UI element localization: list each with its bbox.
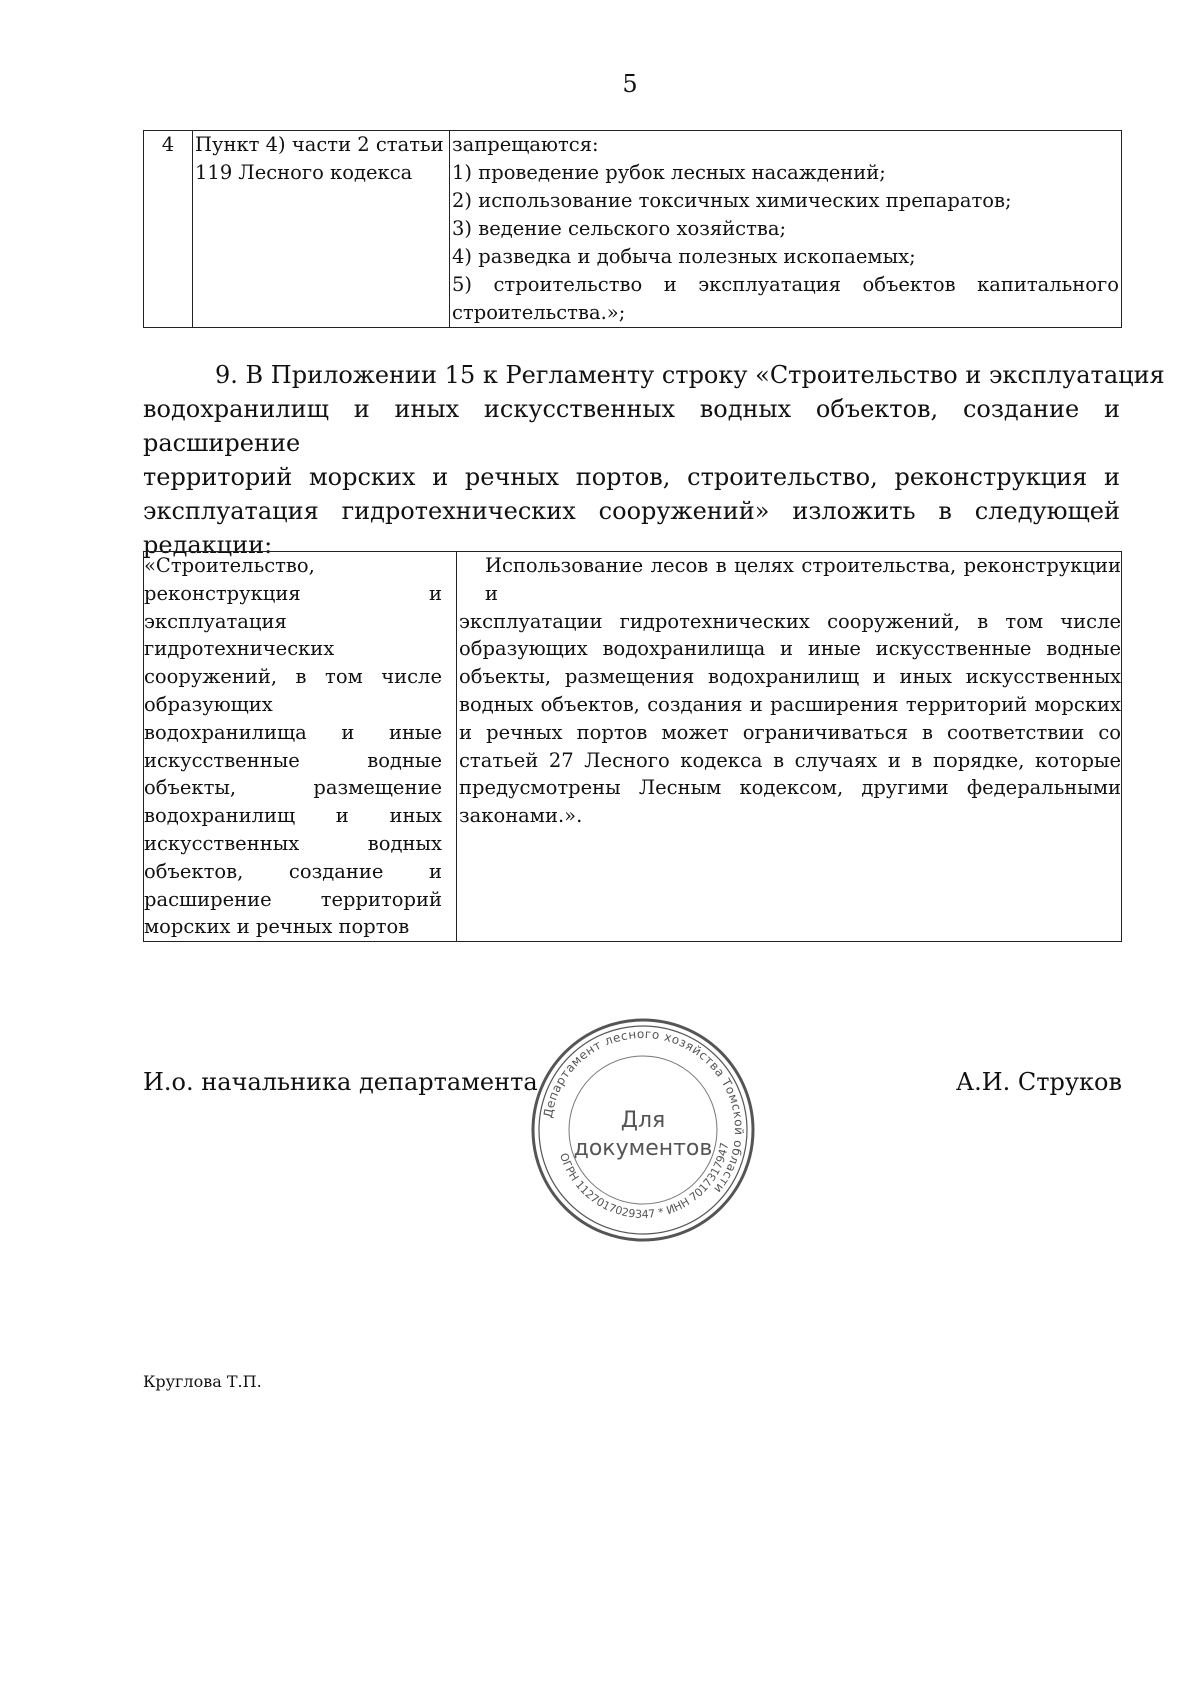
stamp-ring-text: Департамент лесного хозяйства Томской области (540, 1026, 747, 1197)
activity-type-line: водохранилищ и иных (144, 804, 442, 828)
activity-type-line: объектов, создание и (144, 859, 442, 883)
activity-type-line: образующих (144, 692, 273, 716)
usage-description-cell (457, 552, 1122, 942)
new-edition-table (143, 551, 1122, 942)
prohibition-line: 2) использование токсичных химических препаратов; (452, 189, 1012, 212)
prohibition-line: запрещаются: (452, 133, 599, 156)
activity-type-line: «Строительство, (144, 554, 315, 577)
activity-type-line: расширение территорий (144, 887, 442, 911)
prohibition-line: 4) разведка и добыча полезных ископаемых; (452, 245, 916, 268)
table-row (144, 552, 1122, 942)
table-row (144, 131, 1122, 328)
prohibition-line: 1) проведение рубок лесных насаждений; (452, 161, 886, 184)
activity-type-line: гидротехнических (144, 637, 335, 661)
activity-type-line: искусственных водных (144, 831, 442, 855)
signatory-position: И.о. начальника департамента (143, 1068, 538, 1096)
activity-type-cell (144, 552, 457, 942)
prohibition-line: 3) ведение сельского хозяйства; (452, 217, 787, 240)
activity-type-line: морских и речных портов (144, 915, 410, 939)
signatory-name: А.И. Струков (955, 1068, 1122, 1096)
usage-description-line: эксплуатации гидротехнических сооружений, в том числе (459, 609, 1121, 633)
prohibitions-cell (450, 131, 1122, 328)
paragraph-line: 9. В Приложении 15 к Регламенту строку «Строительство и эксплуатация (215, 361, 1165, 389)
activity-type-line: объекты, размещение (144, 776, 442, 800)
activity-type-line: эксплуатация (144, 609, 287, 633)
prohibition-line: строительства.»; (452, 301, 626, 324)
prohibitions-table (143, 130, 1122, 328)
usage-description-line: и речных портов может ограничиваться в соответствии со (459, 720, 1121, 744)
usage-description-line: законами.». (459, 804, 583, 828)
stamp-center-line-1: Для (620, 1108, 666, 1133)
usage-description-line: Использование лесов в целях строительства, реконструкции и (485, 554, 1121, 605)
row-number: 4 (144, 131, 193, 328)
paragraph-line: редакции: (143, 531, 273, 559)
stamp-bottom-text: ОГРН 1127017029347 * ИНН 7017317947 (557, 1141, 732, 1221)
paragraph-line: территорий морских и речных портов, строительство, реконструкция и (143, 463, 1120, 491)
usage-description-line: предусмотрены Лесным кодексом, другими федеральными (459, 776, 1121, 800)
usage-description-line: образующих водохранилища и иные искусственные водные (459, 637, 1121, 661)
paragraph-9 (143, 358, 1165, 562)
official-stamp (528, 1015, 758, 1245)
usage-description-line: статьей 27 Лесного кодекса в случаях и в порядке, которые (459, 748, 1121, 772)
usage-description-line: водных объектов, создания и расширения территорий морских (459, 692, 1121, 716)
stamp-center-line-2: документов (573, 1136, 713, 1161)
legal-reference-line: Пункт 4) части 2 статьи (195, 133, 444, 156)
activity-type-line: реконструкция и (144, 581, 442, 605)
legal-reference-cell (193, 131, 450, 328)
paragraph-line: водохранилищ и иных искусственных водных объектов, создание и расширение (143, 395, 1120, 457)
activity-type-line: водохранилища и иные (144, 720, 442, 744)
legal-reference-line: 119 Лесного кодекса (195, 161, 413, 184)
activity-type-line: искусственные водные (144, 748, 442, 772)
page-number: 5 (622, 70, 638, 98)
paragraph-line: эксплуатация гидротехнических сооружений» изложить в следующей (143, 497, 1120, 525)
executor-name: Круглова Т.П. (143, 1372, 262, 1391)
activity-type-line: сооружений, в том числе (144, 665, 442, 689)
prohibition-line: 5) строительство и эксплуатация объектов капитального (452, 273, 1119, 296)
usage-description-line: объекты, размещения водохранилищ и иных искусственных (459, 665, 1121, 689)
